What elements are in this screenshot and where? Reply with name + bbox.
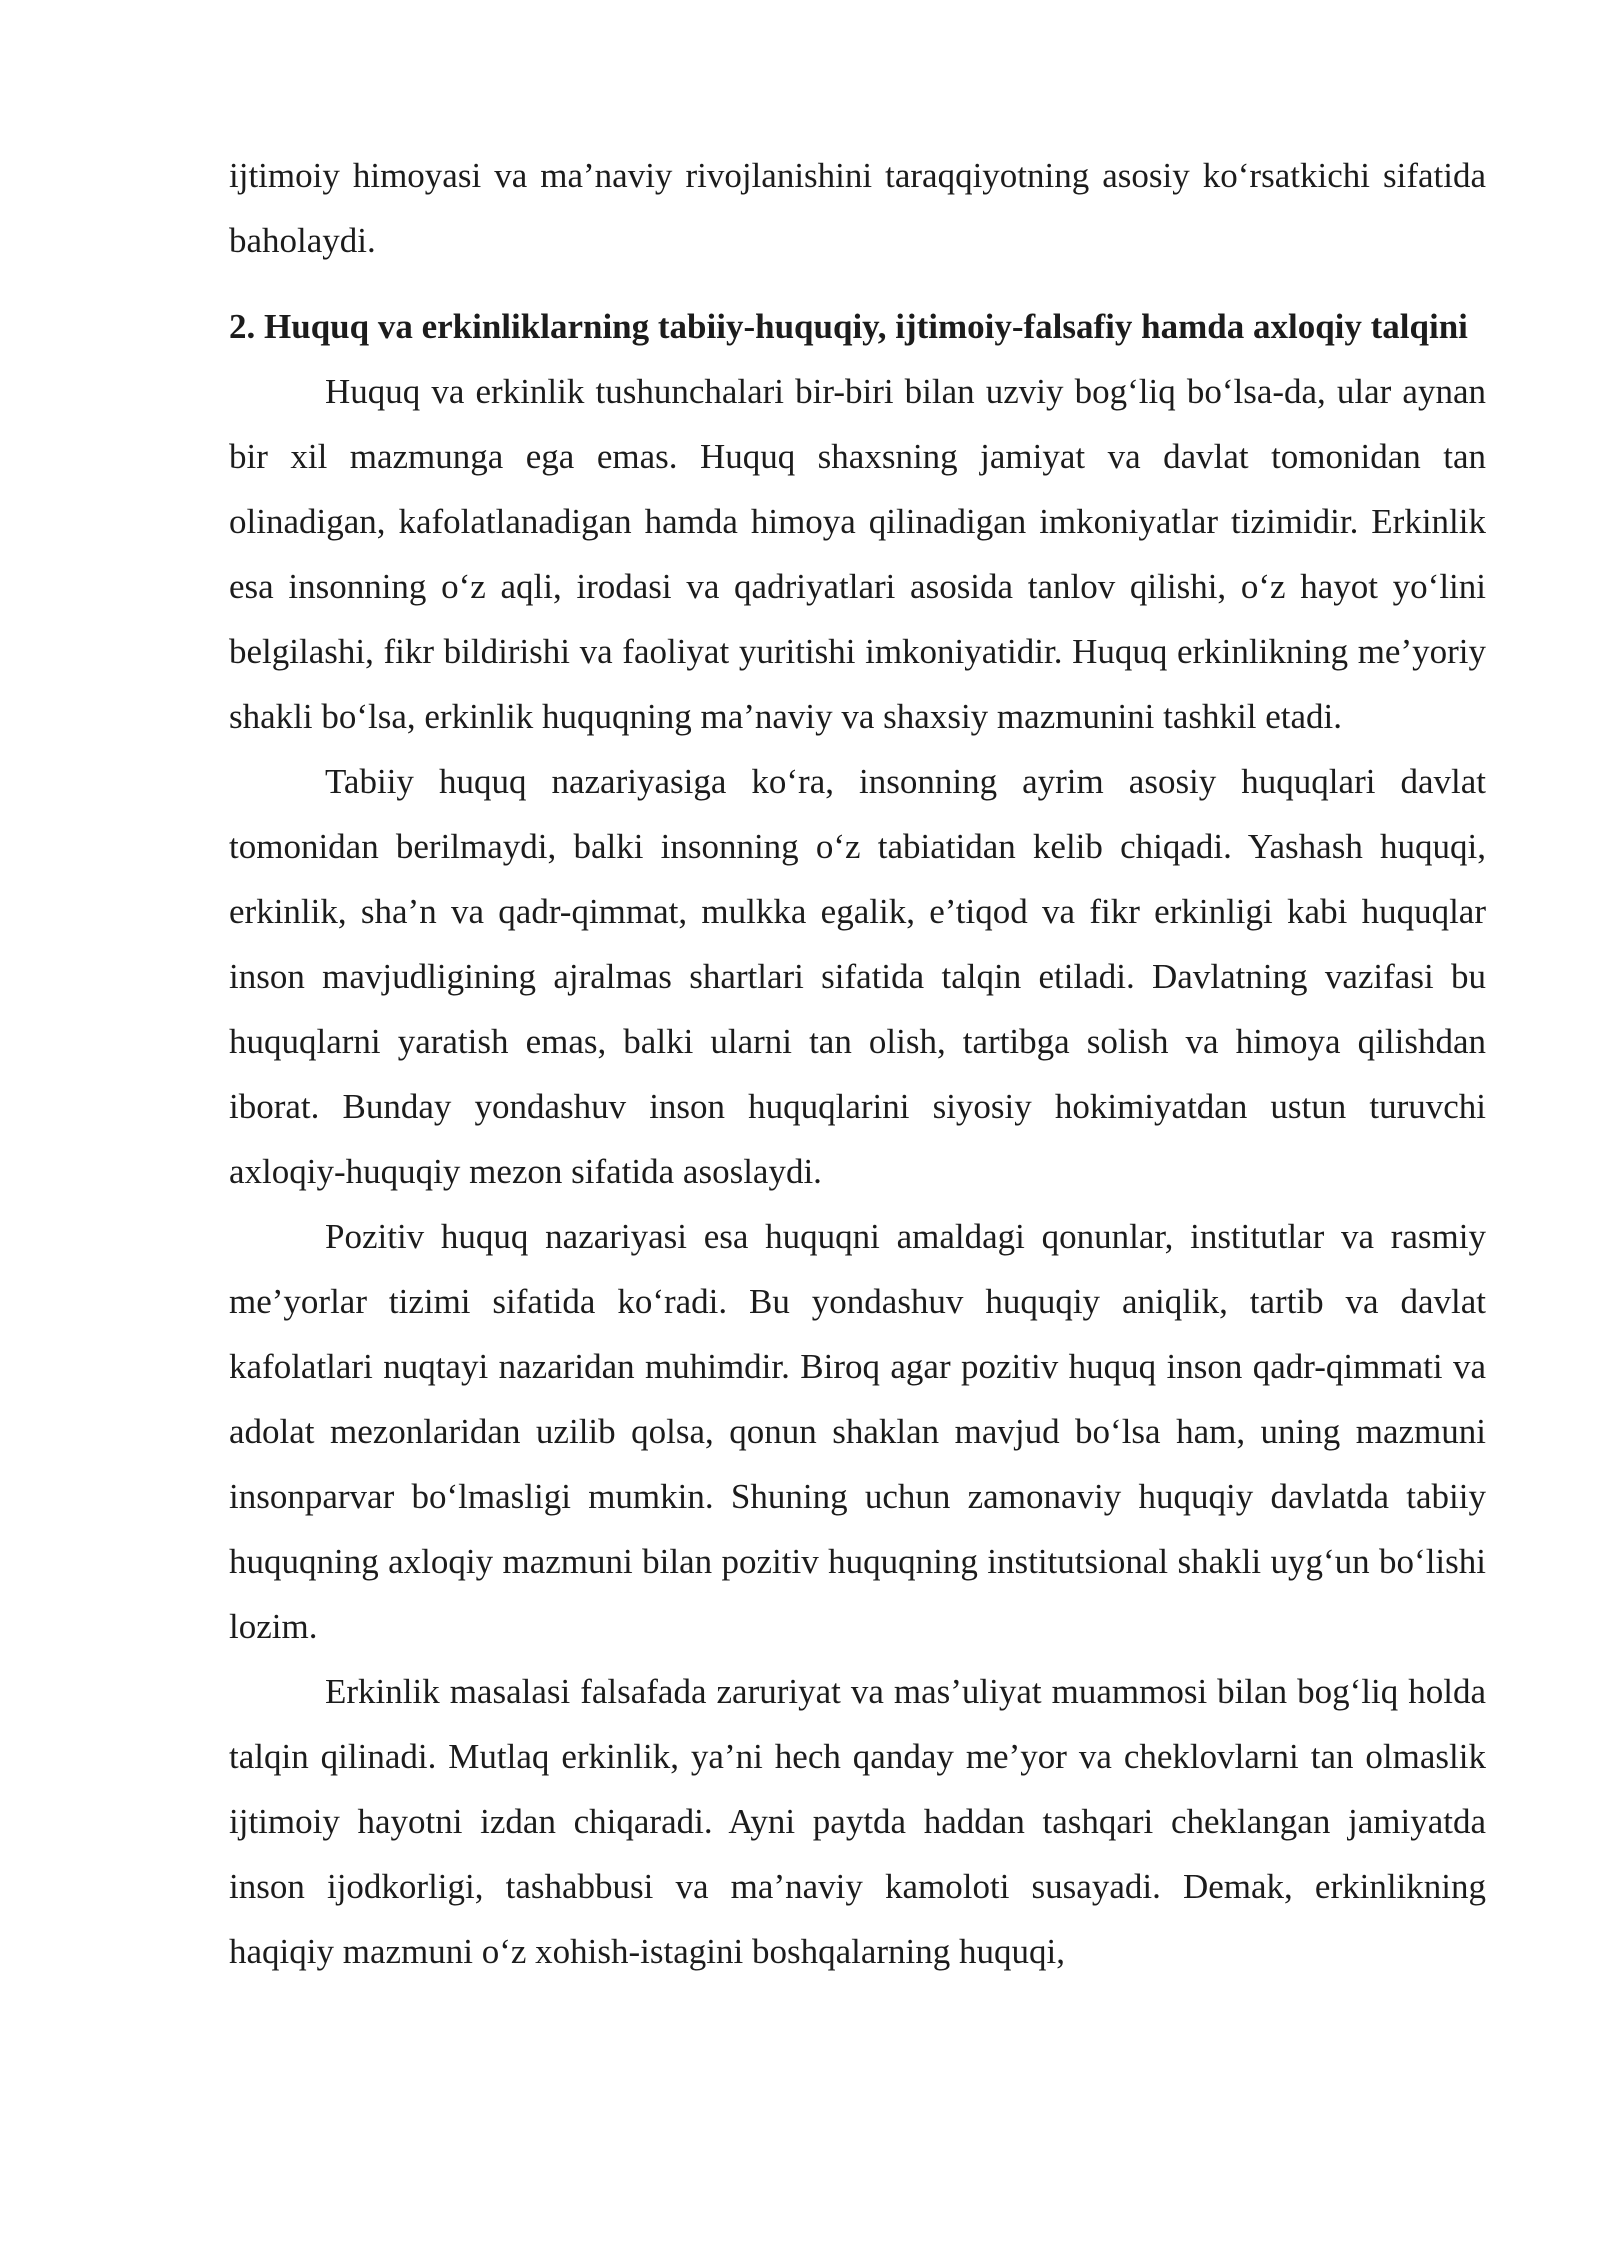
document-page: [229, 143, 1486, 1984]
lead-paragraph: ijtimoiy himoyasi va ma’naviy rivojlanishini taraqqiyotning asosiy ko‘rsatkichi sifatida baholaydi.: [229, 156, 1486, 260]
body-paragraph: Huquq va erkinlik tushunchalari bir-biri bilan uzviy bog‘liq bo‘lsa-da, ular aynan bir xil mazmunga ega emas. Huquq shaxsning jamiyat va davlat tomonidan tan olinadigan, kafolatlanadigan hamda himoya qilinadigan imkoniyatlar tizimidir. Erkinlik esa insonning o‘z aqli, irodasi va qadriyatlari asosida tanlov qilishi, o‘z hayot yo‘lini belgilashi, fikr bildirishi va faoliyat yuritishi imkoniyatidir. Huquq erkinlikning me’yoriy shakli bo‘lsa, erkinlik huquqning ma’naviy va shaxsiy mazmunini tashkil etadi.: [229, 372, 1486, 736]
body-paragraph: Tabiiy huquq nazariyasiga ko‘ra, insonning ayrim asosiy huquqlari davlat tomonidan berilmaydi, balki insonning o‘z tabiatidan kelib chiqadi. Yashash huquqi, erkinlik, sha’n va qadr-qimmat, mulkka egalik, e’tiqod va fikr erkinligi kabi huquqlar inson mavjudligining ajralmas shartlari sifatida talqin etiladi. Davlatning vazifasi bu huquqlarni yaratish emas, balki ularni tan olish, tartibga solish va himoya qilishdan iborat. Bunday yondashuv inson huquqlarini siyosiy hokimiyatdan ustun turuvchi axloqiy-huquqiy mezon sifatida asoslaydi.: [229, 762, 1486, 1191]
body-paragraph: Erkinlik masalasi falsafada zaruriyat va mas’uliyat muammosi bilan bog‘liq holda talqin qilinadi. Mutlaq erkinlik, ya’ni hech qanday me’yor va cheklovlarni tan olmaslik ijtimoiy hayotni izdan chiqaradi. Ayni paytda haddan tashqari cheklangan jamiyatda inson ijodkorligi, tashabbusi va ma’naviy kamoloti susayadi. Demak, erkinlikning haqiqiy mazmuni o‘z xohish-istagini boshqalarning huquqi,: [229, 1672, 1486, 1971]
section-heading: 2. Huquq va erkinliklarning tabiiy-huquqiy, ijtimoiy-falsafiy hamda axloqiy talqini: [229, 307, 1468, 346]
body-paragraph: Pozitiv huquq nazariyasi esa huquqni amaldagi qonunlar, institutlar va rasmiy me’yorlar tizimi sifatida ko‘radi. Bu yondashuv huquqiy aniqlik, tartib va davlat kafolatlari nuqtayi nazaridan muhimdir. Biroq agar pozitiv huquq inson qadr-qimmati va adolat mezonlaridan uzilib qolsa, qonun shaklan mavjud bo‘lsa ham, uning mazmuni insonparvar bo‘lmasligi mumkin. Shuning uchun zamonaviy huquqiy davlatda tabiiy huquqning axloqiy mazmuni bilan pozitiv huquqning institutsional shakli uyg‘un bo‘lishi lozim.: [229, 1217, 1486, 1646]
